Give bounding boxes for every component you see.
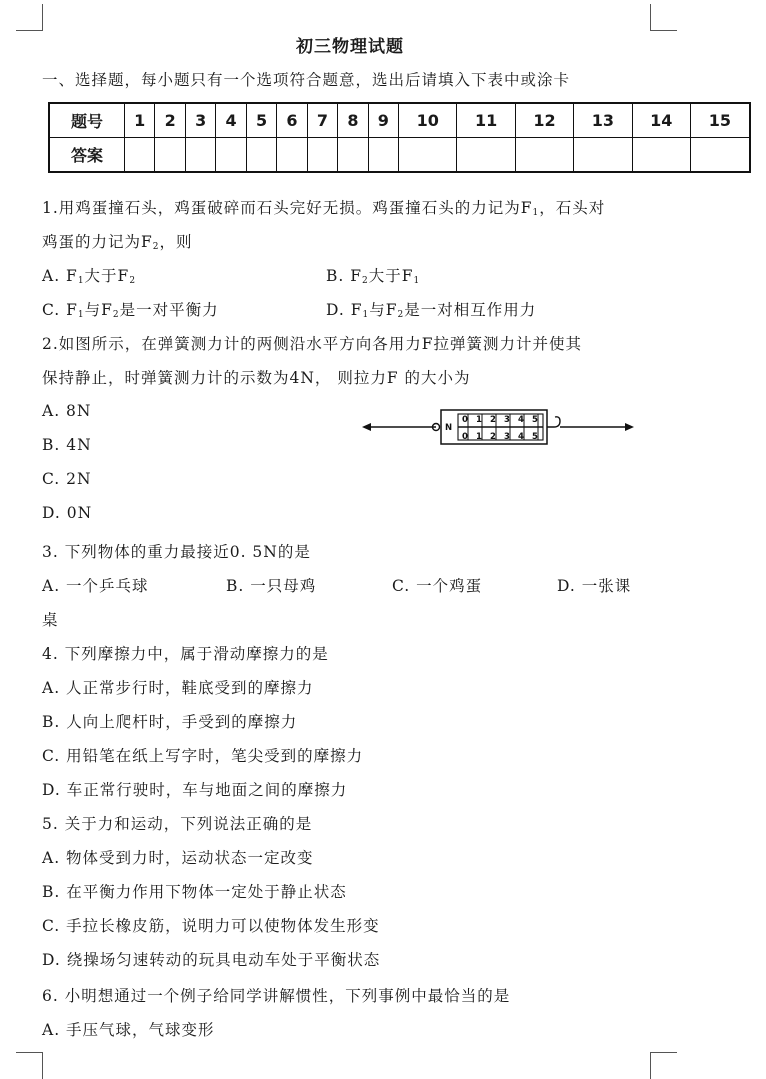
crop-mark-bottom-left [16,1052,43,1079]
answer-cell[interactable] [515,138,573,173]
q2-option-d[interactable]: D. 0N [42,504,93,522]
scale-tick-label: 4 [518,432,524,442]
q5-stem: 5. 关于力和运动，下列说法正确的是 [42,815,313,833]
q2-option-c[interactable]: C. 2N [42,470,92,488]
scale-tick-label: 2 [490,415,496,425]
question-number-cell: 12 [515,103,573,138]
q3-option-d-continued: 桌 [42,611,59,629]
q5-option-b[interactable]: B. 在平衡力作用下物体一定处于静止状态 [42,883,347,901]
q1-stem-line2: 鸡蛋的力记为$F_2$，则 [42,233,193,252]
question-number-cell: 5 [246,103,276,138]
answer-table [48,102,751,173]
answer-table-number-label: 题号 [49,103,125,138]
answer-cell[interactable] [185,138,215,173]
answer-table-answer-label: 答案 [49,138,125,173]
question-number-cell: 14 [632,103,690,138]
q6-stem: 6. 小明想通过一个例子给同学讲解惯性，下列事例中最恰当的是 [42,987,511,1005]
answer-cell[interactable] [338,138,368,173]
q1-option-c[interactable]: C. $F_1$与$F_2$是一对平衡力 [42,301,219,320]
instructions: 一、选择题，每小题只有一个选项符合题意，选出后请填入下表中或涂卡 [42,71,571,89]
scale-tick-label: 1 [476,415,482,425]
question-number-cell: 11 [457,103,515,138]
answer-cell[interactable] [690,138,750,173]
answer-cell[interactable] [155,138,185,173]
question-number-cell: 2 [155,103,185,138]
crop-mark-top-right [650,4,677,31]
answer-cell[interactable] [574,138,632,173]
question-number-cell: 10 [399,103,457,138]
q3-stem: 3. 下列物体的重力最接近0. 5N的是 [42,543,311,561]
answer-cell[interactable] [216,138,246,173]
question-number-cell: 15 [690,103,750,138]
scale-tick-label: 1 [476,432,482,442]
question-number-cell: 4 [216,103,246,138]
right-hook [547,417,560,427]
q2-option-a[interactable]: A. 8N [42,402,92,420]
answer-cell[interactable] [246,138,276,173]
q5-option-a[interactable]: A. 物体受到力时，运动状态一定改变 [42,849,314,867]
question-number-cell: 6 [277,103,307,138]
q5-option-d[interactable]: D. 绕操场匀速转动的玩具电动车处于平衡状态 [42,951,381,969]
scale-unit-label: N [445,423,453,433]
q1-option-a[interactable]: A. $F_1$大于$F_2$ [42,267,137,286]
q4-option-d[interactable]: D. 车正常行驶时，车与地面之间的摩擦力 [42,781,348,799]
q4-option-c[interactable]: C. 用铅笔在纸上写字时，笔尖受到的摩擦力 [42,747,364,765]
q4-stem: 4. 下列摩擦力中，属于滑动摩擦力的是 [42,645,329,663]
q1-stem-line1: 1.用鸡蛋撞石头，鸡蛋破碎而石头完好无损。鸡蛋撞石头的力记为$F_1$，石头对 [42,199,606,218]
q4-option-a[interactable]: A. 人正常步行时，鞋底受到的摩擦力 [42,679,314,697]
question-number-cell: 9 [368,103,398,138]
scale-tick-label: 5 [532,432,538,442]
left-arrow-head [362,423,371,431]
scale-tick-label: 3 [504,432,510,442]
scale-tick-label: 5 [532,415,538,425]
answer-cell[interactable] [125,138,155,173]
answer-cell[interactable] [399,138,457,173]
answer-cell[interactable] [632,138,690,173]
q3-option-c[interactable]: C. 一个鸡蛋 [392,577,483,595]
answer-cell[interactable] [277,138,307,173]
crop-mark-top-left [16,4,43,31]
question-number-cell: 1 [125,103,155,138]
scale-tick-label: 2 [490,432,496,442]
page-title: 初三物理试题 [296,37,404,57]
answer-cell[interactable] [307,138,337,173]
q3-option-d[interactable]: D. 一张课 [557,577,632,595]
q6-option-a[interactable]: A. 手压气球，气球变形 [42,1021,215,1039]
right-arrow-head [625,423,634,431]
q2-stem-line2: 保持静止，时弹簧测力计的示数为4N， 则拉力F 的大小为 [42,369,471,387]
q4-option-b[interactable]: B. 人向上爬杆时，手受到的摩擦力 [42,713,298,731]
question-number-cell: 8 [338,103,368,138]
q3-option-a[interactable]: A. 一个乒乓球 [42,577,149,595]
crop-mark-bottom-right [650,1052,677,1079]
question-number-cell: 13 [574,103,632,138]
answer-table-number-row [49,103,750,138]
answer-table-answer-row [49,138,750,173]
q1-option-b[interactable]: B. $F_2$大于$F_1$ [326,267,421,286]
q2-stem-line1: 2.如图所示，在弹簧测力计的两侧沿水平方向各用力F拉弹簧测力计并使其 [42,335,583,353]
scale-tick-label: 0 [462,432,468,442]
answer-cell[interactable] [457,138,515,173]
scale-tick-label: 4 [518,415,524,425]
question-number-cell: 3 [185,103,215,138]
q5-option-c[interactable]: C. 手拉长橡皮筋，说明力可以使物体发生形变 [42,917,380,935]
scale-tick-label: 3 [504,415,510,425]
question-number-cell: 7 [307,103,337,138]
q1-option-d[interactable]: D. $F_1$与$F_2$是一对相互作用力 [326,301,537,320]
spring-scale-diagram [362,404,634,450]
q2-option-b[interactable]: B. 4N [42,436,92,454]
q3-option-b[interactable]: B. 一只母鸡 [226,577,317,595]
answer-cell[interactable] [368,138,398,173]
scale-tick-label: 0 [462,415,468,425]
